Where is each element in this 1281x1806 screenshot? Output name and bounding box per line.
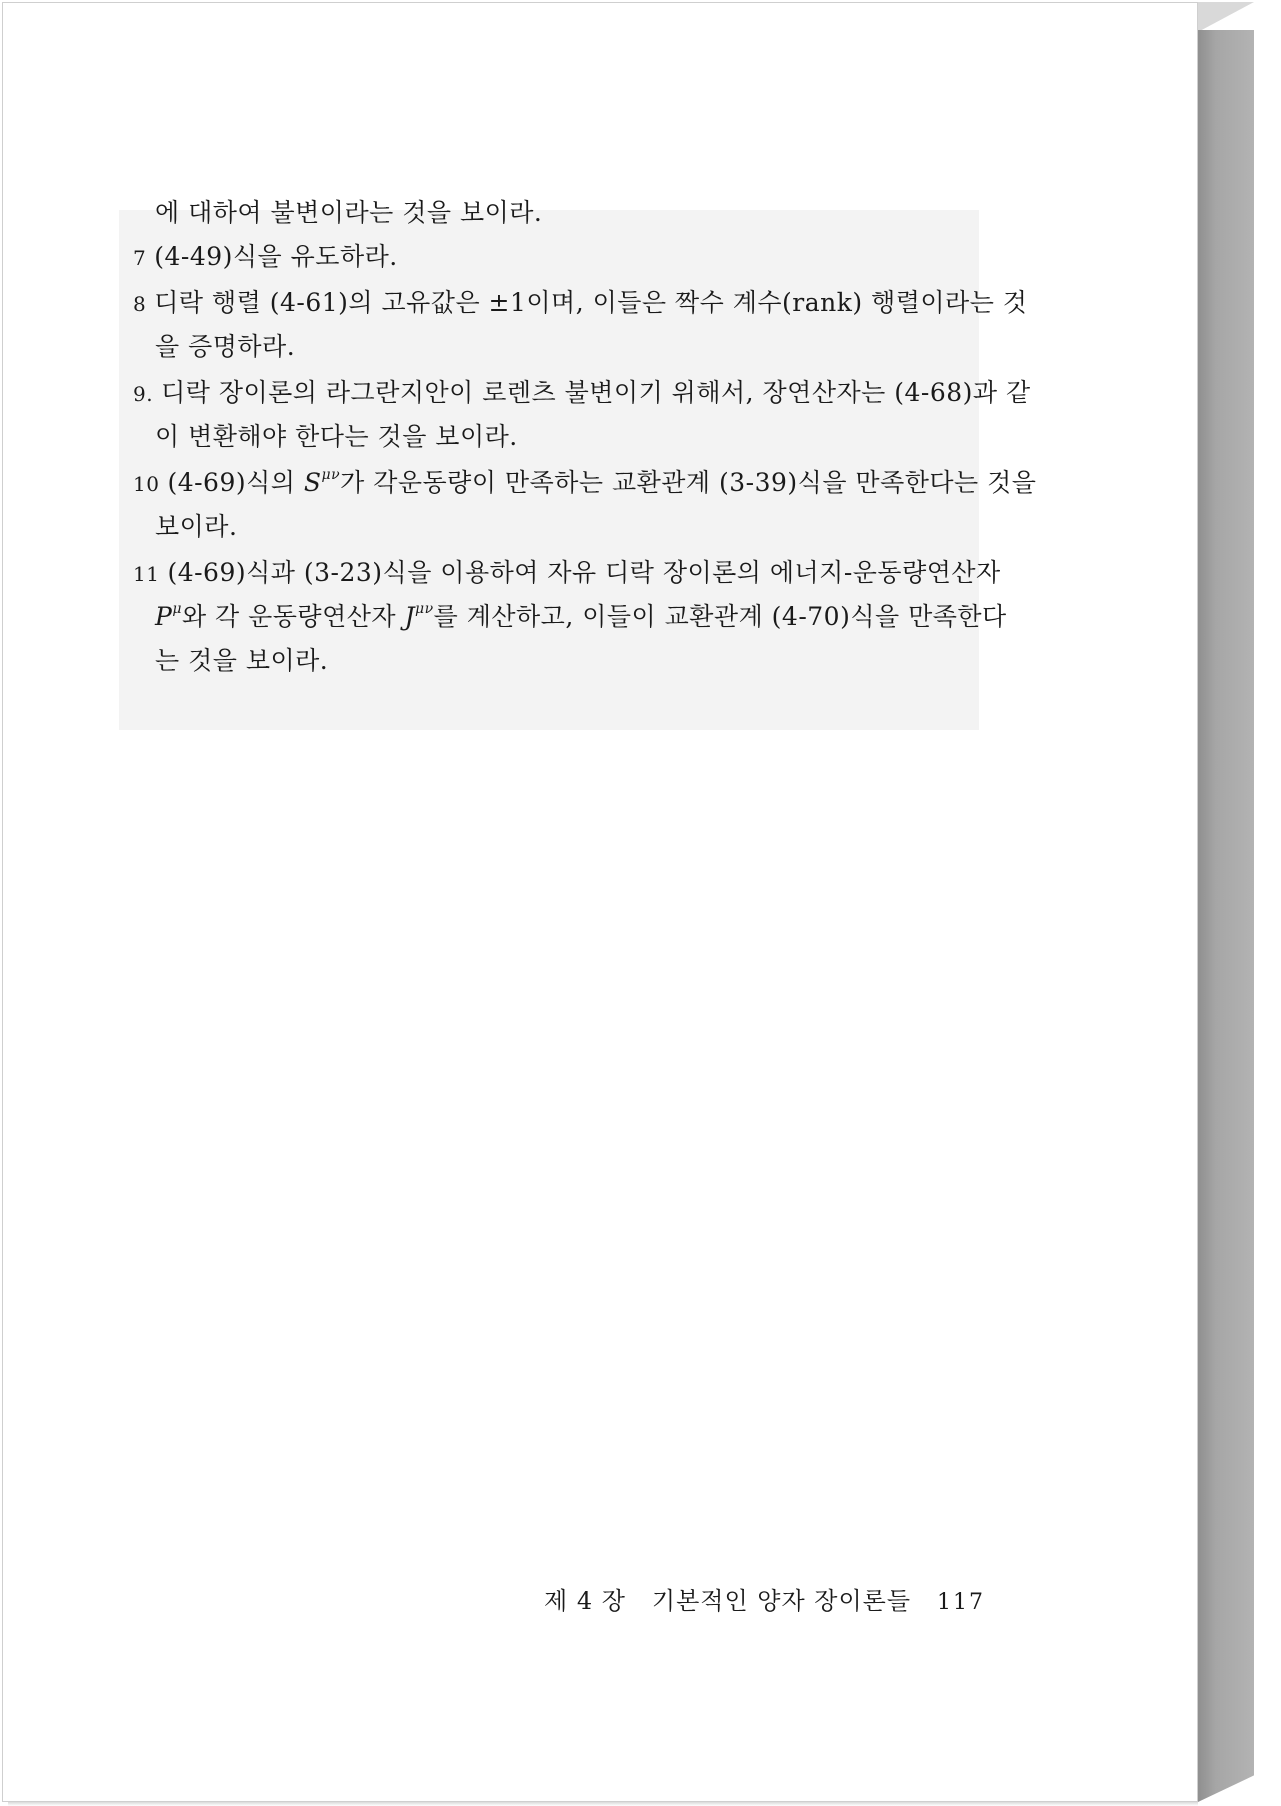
exercise-8-continuation — [155, 332, 295, 362]
line-text: 가 각운동량이 만족하는 교환관계 (3-39)식을 만족한다는 것을 — [340, 468, 1037, 497]
exercise-number: 7 — [133, 246, 147, 270]
math-symbol-p: P — [155, 602, 173, 631]
line-text: 이 변환해야 한다는 것을 보이라. — [155, 422, 518, 451]
page-footer — [544, 1586, 985, 1618]
math-superscript: μν — [415, 601, 434, 617]
line-text: 와 각 운동량연산자 — [181, 602, 405, 631]
page-number: 117 — [937, 1590, 986, 1615]
page-spine — [1198, 30, 1254, 1802]
exercise-number: 11 — [133, 562, 160, 586]
line-text: 을 증명하라. — [155, 332, 296, 361]
line-text: 에 대하여 불변이라는 것을 보이라. — [155, 198, 543, 227]
exercise-number: 9. — [133, 382, 154, 406]
math-symbol-s: S — [303, 468, 322, 497]
exercise-7 — [133, 242, 398, 273]
math-symbol-j: J — [404, 602, 416, 631]
line-text: (4-69)식과 (3-23)식을 이용하여 자유 디락 장이론의 에너지-운동량연산자 — [167, 558, 1001, 587]
line-text: (4-69)식의 — [167, 468, 304, 497]
exercise-11 — [133, 558, 1001, 589]
page-spine-top — [1198, 2, 1254, 32]
exercise-11-continuation-1 — [155, 602, 1007, 632]
line-text: (4-49)식을 유도하라. — [154, 242, 398, 271]
footer-title: 기본적인 양자 장이론들 — [651, 1587, 912, 1615]
exercise-6-continuation — [155, 198, 542, 228]
footer-chapter: 제 4 장 — [544, 1587, 626, 1615]
exercise-number: 10 — [133, 472, 160, 496]
exercise-10-continuation — [155, 512, 237, 542]
exercise-11-continuation-2 — [155, 646, 328, 676]
line-text: 디락 장이론의 라그란지안이 로렌츠 불변이기 위해서, 장연산자는 (4-68)과 같 — [161, 378, 1031, 407]
math-superscript: μ — [172, 601, 182, 617]
math-superscript: μν — [321, 467, 341, 483]
exercise-10 — [133, 468, 1036, 499]
line-text: 를 계산하고, 이들이 교환관계 (4-70)식을 만족한다 — [433, 602, 1007, 631]
exercise-9-continuation — [155, 422, 518, 452]
page-sheet — [2, 2, 1198, 1802]
exercise-number: 8 — [133, 292, 147, 316]
exercise-8 — [133, 288, 1027, 319]
line-text: 디락 행렬 (4-61)의 고유값은 ±1이며, 이들은 짝수 계수(rank) 행렬이라는 것 — [154, 288, 1028, 317]
line-text: 는 것을 보이라. — [155, 646, 329, 675]
exercise-9 — [133, 378, 1031, 409]
line-text: 보이라. — [155, 512, 238, 541]
